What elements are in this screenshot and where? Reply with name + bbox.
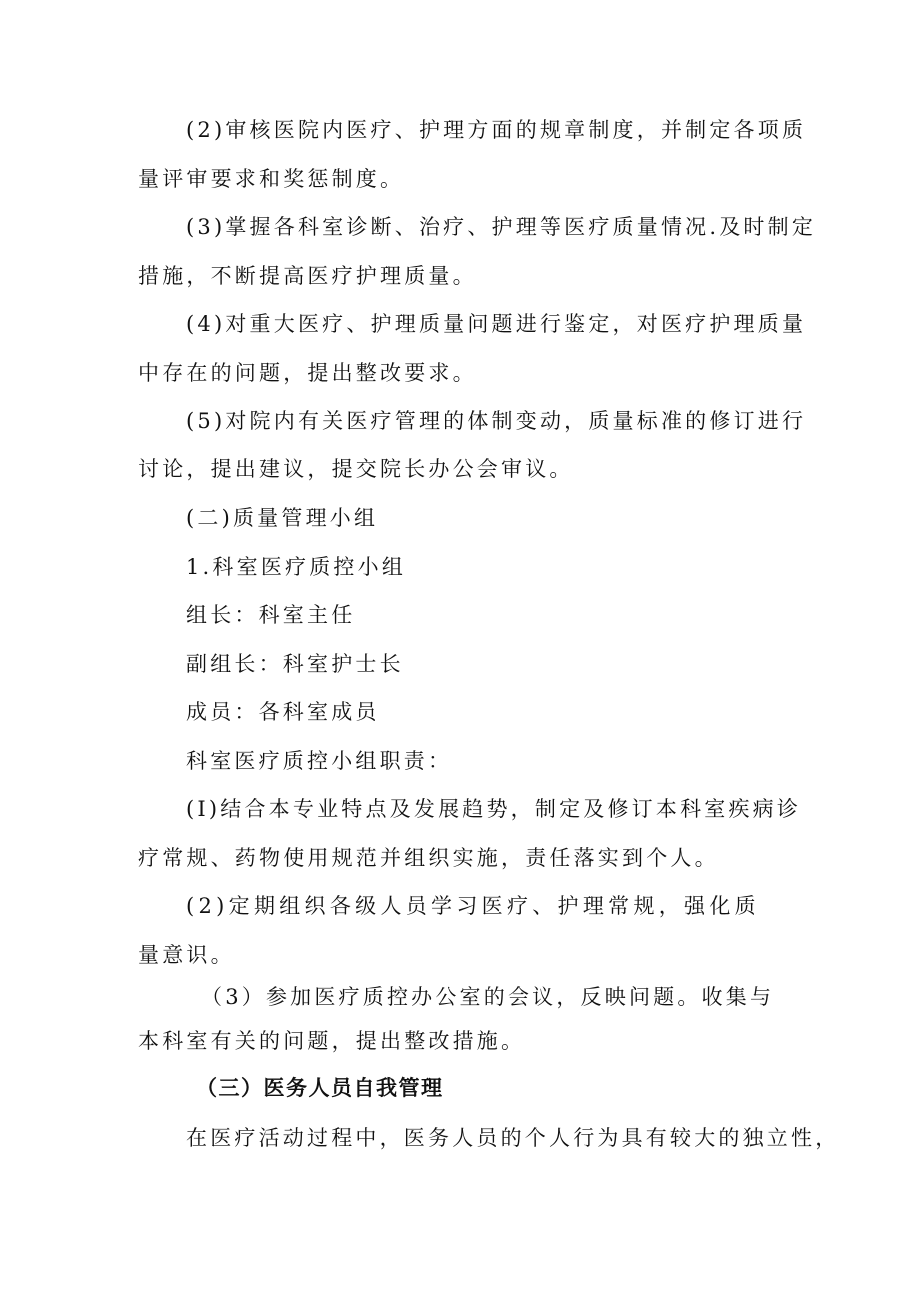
- text-line: 科室医疗质控小组职责：: [186, 749, 453, 773]
- text-line: （3）参加医疗质控办公室的会议，反映问题。收集与: [201, 985, 775, 1009]
- text-line: 讨论，提出建议，提交院长办公会审议。: [138, 457, 574, 481]
- text-line: (2)审核医院内医疗、护理方面的规章制度，并制定各项质: [186, 118, 807, 142]
- text-line: (5)对院内有关医疗管理的体制变动，质量标准的修订进行: [186, 409, 807, 433]
- text-line: 量意识。: [138, 943, 235, 967]
- section-heading: (二)质量管理小组: [186, 506, 379, 530]
- text-line: 在医疗活动过程中，医务人员的个人行为具有较大的独立性，: [186, 1126, 840, 1150]
- subsection-heading: 1.科室医疗质控小组: [186, 555, 407, 579]
- text-line: 本科室有关的问题，提出整改措施。: [138, 1029, 526, 1053]
- text-line: (3)掌握各科室诊断、治疗、护理等医疗质量情况.及时制定: [186, 215, 817, 239]
- text-line: (I)结合本专业特点及发展趋势，制定及修订本科室疾病诊: [186, 797, 802, 821]
- section-heading: （三）医务人员自我管理: [196, 1075, 444, 1100]
- text-line: 成员：各科室成员: [186, 700, 380, 724]
- text-line: (2)定期组织各级人员学习医疗、护理常规，强化质: [186, 894, 760, 918]
- text-line: 副组长：科室护士长: [186, 652, 404, 676]
- text-line: 量评审要求和奖惩制度。: [138, 167, 405, 191]
- text-line: 措施，不断提高医疗护理质量。: [138, 264, 477, 288]
- text-line: (4)对重大医疗、护理质量问题进行鉴定，对医疗护理质量: [186, 312, 807, 336]
- text-line: 组长：科室主任: [186, 603, 356, 627]
- text-line: 疗常规、药物使用规范并组织实施，责任落实到个人。: [138, 846, 719, 870]
- text-line: 中存在的问题，提出整改要求。: [138, 361, 477, 385]
